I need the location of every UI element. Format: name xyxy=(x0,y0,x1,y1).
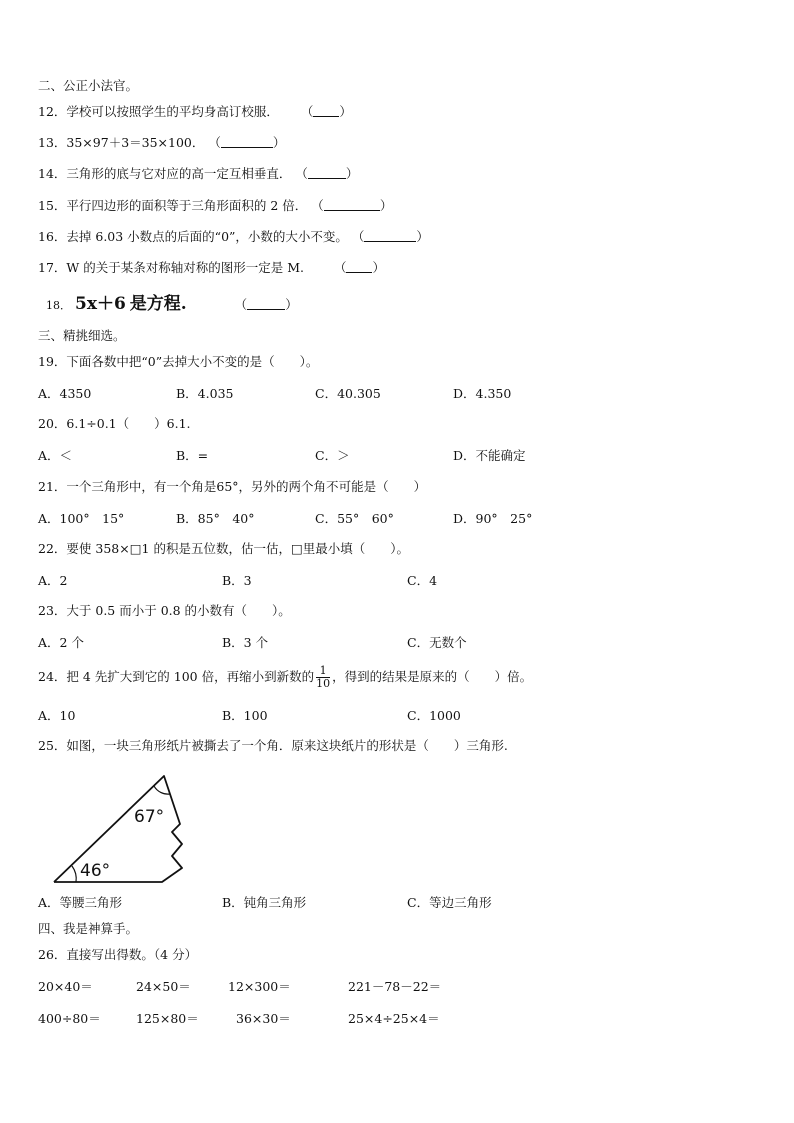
answer-blank[interactable] xyxy=(346,260,372,273)
option-a[interactable]: A．2 个 xyxy=(38,635,84,650)
option-c[interactable]: C．55° 60° xyxy=(315,511,394,526)
section-heading-4: 四、我是神算手。 xyxy=(38,921,139,936)
option-a[interactable]: A．10 xyxy=(38,708,76,723)
option-c[interactable]: C．40.305 xyxy=(315,386,381,401)
option-a[interactable]: A．100° 15° xyxy=(38,511,125,526)
question-21: 21．一个三角形中，有一个角是65°，另外的两个角不可能是（ ） xyxy=(38,479,427,494)
option-c[interactable]: C．1000 xyxy=(407,708,461,723)
question-20: 20．6.1÷0.1（ ）6.1. xyxy=(38,416,191,431)
question-18: 18． 5x＋6 是方程. （ ） xyxy=(46,294,298,314)
option-c[interactable]: C．4 xyxy=(407,573,438,588)
option-c[interactable]: C．无数个 xyxy=(407,635,467,650)
calc-item[interactable]: 221－78－22＝ xyxy=(348,979,442,994)
calc-item[interactable]: 125×80＝ xyxy=(136,1011,199,1026)
section-heading-3: 三、精挑细选。 xyxy=(38,328,126,343)
option-a[interactable]: A．等腰三角形 xyxy=(38,895,123,910)
question-22: 22．要使 358×□1 的积是五位数，估一估，□里最小填（ ）。 xyxy=(38,541,410,556)
option-b[interactable]: B．3 xyxy=(222,573,252,588)
question-19: 19．下面各数中把“0”去掉大小不变的是（ ）。 xyxy=(38,354,319,369)
answer-blank[interactable] xyxy=(308,166,346,179)
option-b[interactable]: B．钝角三角形 xyxy=(222,895,307,910)
question-text: 17．W 的关于某条对称轴对称的图形一定是 M. xyxy=(38,260,304,275)
calc-item[interactable]: 25×4÷25×4＝ xyxy=(348,1011,440,1026)
option-c[interactable]: C．等边三角形 xyxy=(407,895,492,910)
option-d[interactable]: D．不能确定 xyxy=(453,448,526,463)
question-17: 17．W 的关于某条对称轴对称的图形一定是 M. （ ） xyxy=(38,260,385,275)
calc-item[interactable]: 36×30＝ xyxy=(236,1011,291,1026)
answer-blank[interactable] xyxy=(313,104,339,117)
question-16: 16．去掉 6.03 小数点的后面的“0”，小数的大小不变。 （ ） xyxy=(38,229,429,244)
option-b[interactable]: B．100 xyxy=(222,708,268,723)
question-24: 24．把 4 先扩大到它的 100 倍，再缩小到新数的 $\frac{1}{10}$ ，得到的结果是原来的（ ）倍。 xyxy=(38,664,533,690)
answer-blank[interactable] xyxy=(364,229,416,242)
question-12: 12．学校可以按照学生的平均身高订校服． （ ） xyxy=(38,104,352,119)
answer-blank[interactable] xyxy=(221,135,273,148)
option-b[interactable]: B．85° 40° xyxy=(176,511,255,526)
calc-item[interactable]: 24×50＝ xyxy=(136,979,191,994)
option-a[interactable]: A．2 xyxy=(38,573,68,588)
question-text: 14．三角形的底与它对应的高一定互相垂直． xyxy=(38,166,292,181)
calc-item[interactable]: 400÷80＝ xyxy=(38,1011,101,1026)
option-a[interactable]: A．4350 xyxy=(38,386,92,401)
question-text: 15．平行四边形的面积等于三角形面积的 2 倍． xyxy=(38,198,308,213)
question-15: 15．平行四边形的面积等于三角形面积的 2 倍． （ ） xyxy=(38,198,393,213)
answer-blank[interactable] xyxy=(324,198,380,211)
option-c[interactable]: C．＞ xyxy=(315,448,350,463)
option-b[interactable]: B．= xyxy=(176,448,209,463)
angle-label-top: 67° xyxy=(134,807,165,827)
option-b[interactable]: B．4.035 xyxy=(176,386,234,401)
torn-triangle-figure xyxy=(50,770,190,886)
question-14: 14．三角形的底与它对应的高一定互相垂直． （ ） xyxy=(38,166,359,181)
equation-expression: 5x＋6 xyxy=(74,294,126,314)
answer-blank[interactable] xyxy=(247,297,285,310)
section-heading-2: 二、公正小法官。 xyxy=(38,78,139,93)
question-text: 12．学校可以按照学生的平均身高订校服． xyxy=(38,104,279,119)
option-b[interactable]: B．3 个 xyxy=(222,635,269,650)
question-13: 13．35×97＋3＝35×100． （ ） xyxy=(38,135,286,150)
calc-item[interactable]: 12×300＝ xyxy=(228,979,291,994)
question-text: 13．35×97＋3＝35×100． xyxy=(38,135,205,150)
angle-label-left: 46° xyxy=(80,861,111,881)
option-a[interactable]: A．＜ xyxy=(38,448,73,463)
question-text: 16．去掉 6.03 小数点的后面的“0”，小数的大小不变。 xyxy=(38,229,348,244)
option-d[interactable]: D．90° 25° xyxy=(453,511,533,526)
fraction: $\frac{1}{10}$ xyxy=(316,664,331,690)
question-23: 23．大于 0.5 而小于 0.8 的小数有（ ）。 xyxy=(38,603,291,618)
question-26: 26．直接写出得数。（4 分） xyxy=(38,947,198,962)
question-25: 25．如图，一块三角形纸片被撕去了一个角．原来这块纸片的形状是（ ）三角形. xyxy=(38,738,508,753)
calc-item[interactable]: 20×40＝ xyxy=(38,979,93,994)
option-d[interactable]: D．4.350 xyxy=(453,386,512,401)
